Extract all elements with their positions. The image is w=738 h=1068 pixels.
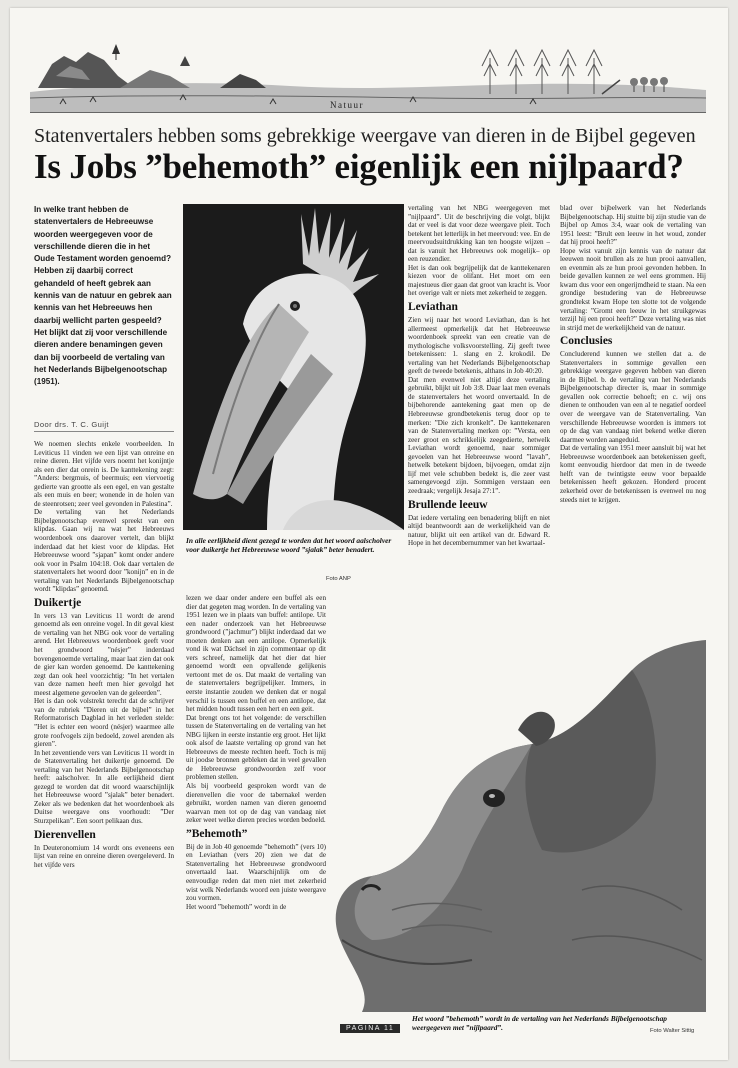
paragraph: Concluderend kunnen we stellen dat a. de Statenvertalers in sommige gevallen een gebrekkige weergave gegeven hebben van dieren in de Bijbel. b. de vertaling van het Nederlands Bijbelgenootschap directer is, maar in sommige gevallen ook correctie behoeft; en c. wij ons dienen te onthouden van een al te negatief oordeel over de weergave van de Statenvertaling. Van verschillende Hebreeuwse woorden is immers tot op de dag van vandaag niet bekend welke dieren daarmee worden aangeduid.: [560, 350, 706, 444]
paragraph: Het woord ”behemoth” wordt in de: [186, 902, 287, 911]
nature-banner-illustration: [30, 36, 706, 112]
paragraph: In Deuteronomium 14 wordt ons eveneens een lijst van reine en onreine dieren overgeleverd. In het vijfde vers: [34, 843, 174, 869]
paragraph: In vers 13 van Leviticus 11 wordt de arend genoemd als een onreine vogel. In dit geval kiest de vertaling van het NBG ook voor de vertaling arend. Het Hebreeuws woordenboek geeft voor het grondwoord ”nésjer” inderdaad bovengenoemde vertaling, maar laat zien dat ook de gier kan worden genoemd. De kanttekening zegt dan ook heel voorzichtig: ”In het vertalen van deze namen heeft men hier gevolgd het meest algemene gevoelen van de geleerden”.: [34, 611, 174, 697]
byline: Door drs. T. C. Guijt: [34, 420, 174, 432]
section-label: Natuur: [330, 100, 364, 110]
subheading: Dierenvellen: [34, 828, 96, 841]
intro-paragraph: In welke trant hebben de statenvertalers de Hebreeuwse woorden weergegeven voor de verschillende dieren die in het Oude Testament worden genoemd? Hebben zij daarbij correct gehandeld of heeft gebrek aan kennis van de natuur en gebrek aan kennis van het Hebreeuws hen daarbij wellicht parten gespeeld? Het blijkt dat zij voor verschillende dieren andere benamingen geven dan bij voorbeeld de vertaling van het Nederlands Bijbelgenootschap (1951).: [34, 205, 172, 387]
hippopotamus-photo: [332, 640, 706, 1012]
newspaper-page: [10, 8, 728, 1060]
paragraph: De vertaling van het Nederlands Bijbelgenootschap evenwel spreekt van een klipdas. Gaan wij na wat het Hebreeuws woordenboek ons daarover vertelt, dan blijkt inderdaad dat het kiest voor de klipdas. Het Hebreeuwse woord ”sjapan” komt onder andere ook voor in Psalm 104:18. Ook daar vertalen de statenvertalers het woord door ”konijn” en in de vertaling van het Nederlands Bijbelgenootschap wordt ”klipdas” genoemd.: [34, 508, 174, 594]
subheading: Leviathan: [408, 301, 458, 314]
page-number-label: PAGINA 11: [340, 1024, 400, 1033]
paragraph: Als bij voorbeeld gesproken wordt van de dierenvellen die voor de tabernakel werden gebruikt, worden namen van dieren genoemd waarvan men tot op de dag van vandaag niet zeker weet welke dieren precies worden bedoeld.: [186, 782, 326, 825]
paragraph: Dat de vertaling van 1951 meer aansluit bij wat het Hebreeuwse woordenboek aan betekenissen geeft, komt eenvoudig hierdoor dat men in de tweede helft van de twintigste eeuw voor bepaalde betekenissen heeft gekozen. Honderd procent zekerheid over de betekenissen is evenwel nu nog steeds niet te krijgen.: [560, 444, 706, 504]
article-column-3: [408, 204, 550, 674]
paragraph: Dat iedere vertaling een benadering blijft en niet altijd beantwoordt aan de werkelijkheid van de natuur, blijkt uit een artikel van dr. Edward R. Hope in het decembernummer van het kwartaal-: [408, 513, 550, 548]
subheading: ”Behemoth”: [186, 827, 248, 840]
subheading: Conclusies: [560, 335, 613, 348]
paragraph: blad over bijbelwerk van het Nederlands Bijbelgenootschap. Hij stuitte bij zijn studie van de Bijbel op Amos 3:4, waar ook de vertaling van 1951 leest: ”Brult een leeuw in het woud, zonder dat hij prooi heeft?”: [560, 204, 706, 247]
paragraph: Dat brengt ons tot het volgende: de verschillen tussen de Statenvertaling en de vertaling van het NBG lijken in eerste instantie erg groot. Het lijkt ook alsof de laatste vertaling op grond van het Hebreeuws de meeste rechten heeft. Toch is mij uit joodse bronnen gebleken dat in veel gevallen de Hebreeuwse grondwoorden zelf voor problemen stellen.: [186, 713, 326, 782]
paragraph: Zien wij naar het woord Leviathan, dan is het allermeest opmerkelijk dat het Hebreeuwse woordenboek spreekt van een creatie van de mythologische volksvoorstelling. Zij geeft twee betekenissen: 1. slang en 2. krokodil. De vertaling van het Nederlands Bijbelgenootschap geeft de tweede betekenis, althans in Job 40:20.: [408, 316, 550, 376]
main-headline: Is Jobs ”behemoth” eigenlijk een nijlpaard?: [34, 147, 684, 186]
kicker-headline: Statenvertalers hebben soms gebrekkige weergave van dieren in de Bijbel gegeven: [34, 125, 696, 147]
article-column-2: [186, 594, 326, 1054]
paragraph: Bij de in Job 40 genoemde ”behemoth” (vers 10) en Leviathan (vers 20) zien we dat de Statenvertaling het Hebreeuwse grondwoord onvertaald laat. Waarschijnlijk om de eenvoudige reden dat men niet met zekerheid wist welk Nederlands woord een juiste weergave zou vormen.: [186, 842, 326, 903]
photo-credit: Foto ANP: [326, 576, 351, 582]
photo-credit: Foto Walter Sittig: [650, 1028, 695, 1034]
top-rule: [30, 112, 706, 113]
paragraph: Hope wist vanuit zijn kennis van de natuur dat leeuwen nooit brullen als ze hun prooi aanvallen, en evenmin als ze hun prooi gevonden hebben. In beide gevallen kunnen ze wel eens grommen. Hij kwam dus voor een ongerijmdheid te staan. Na een grondige bestudering van de Hebreeuwse grondtekst kwam Hope ten slotte tot de volgende vertaling: ”Gromt een leeuw in het struikgewas terzijl hij een prooi heeft?” Deze vertaling was niet in strijd met de werkelijkheid van de natuur.: [560, 246, 706, 332]
photo-caption: Het woord ”behemoth” wordt in de vertaling van het Nederlands Bijbelgenootschap weergegeven met ”nijlpaard”.: [412, 1014, 667, 1032]
paragraph: Het is dan ook volstrekt terecht dat de schrijver van de rubriek ”Dieren uit de bijbel” in het Reformatorisch Dagblad in het verleden stelde: ”Het is echter een woord (nésjer) waarmee alle grote roofvogels zijn bedoeld, zowel arenden als gieren”.: [34, 697, 174, 749]
paragraph: In het zeventiende vers van Leviticus 11 wordt in de Statenvertaling het duikertje genoemd. De vertaling van het Nederlands Bijbelgenootschap heeft: aalscholver. In alle eerlijkheid dient gezegd te worden dat dit woord waarschijnlijk het Hebreeuwse woord ”sjalak” beter benadert. Zeker als we bedenken dat het woordenboek als Duitse weergave ons voorhoudt: ”Der Sturzpelikan”. Een soort pelikaan dus.: [34, 748, 174, 825]
subheading: Brullende leeuw: [408, 498, 488, 511]
photo-caption: In alle eerlijkheid dient gezegd te worden dat het woord aalscholver voor duikertje het Hebreeuwse woord ”sjalak” beter benadert.: [186, 536, 392, 554]
article-column-1: [34, 440, 174, 1052]
subheading: Duikertje: [34, 596, 82, 609]
paragraph: Het is dan ook begrijpelijk dat de kanttekenaren kiezen voor de olifant. Het moet om een majestueus dier gaan dat groot van kracht is. Voor het overige valt er niets met zekerheid te zeggen.: [408, 263, 550, 298]
article-column-4: [560, 204, 706, 624]
paragraph: vertaling van het NBG weergegeven met ”nijlpaard”. Uit de beschrijving die volgt, blijkt dat er veel is dat voor deze weergave pleit. Toch betekent het letterlijk in het meervoud: vee. En de meervoudsuitdrukking kan ten hoogste wijzen –dat is vanuit het Hebreeuws ook mogelijk– op een reuzendier.: [408, 204, 550, 264]
pelican-photo: [183, 204, 404, 530]
paragraph: lezen we daar onder andere een buffel als een dier dat gegeten mag worden. In de vertaling van 1951 lezen we in plaats van buffel: antilope. Uit een nader onderzoek van het Hebreeuwse grondwoord (”jachmur”) blijkt inderdaad dat we moeten denken aan een antilope. Opmerkelijk vond ik wat Dächsel in zijn commentaar op dit vers schreef, namelijk dat het dier dat hier genoemd wordt een opvallende gelijkenis vertoont met de os. Dat maakt de vertaling van de statenvertalers begrijpelijker. Immers, in eerste instantie zouden we denken dat er nogal verschil is tussen een buffel en een antilope, dat het midden houdt tussen een hert en een geit.: [186, 594, 326, 714]
paragraph: We noemen slechts enkele voorbeelden. In Leviticus 11 vinden we een lijst van onreine en reine dieren. Het vijfde vers noemt het konijntje als een dier dat onrein is. De kanttekening zegt: ”Anders: bergmuis, of beermuis; een viervoetig gedierte van grootte als een egel, en van gestalte als een muis en beer; wonende in de holen van de steenrotsen; zeer veel gevonden in Palestina”.: [34, 440, 174, 508]
paragraph: Dat men evenwel niet altijd deze vertaling gebruikt, blijkt uit Job 3:8. Daar laat men evenals de statenvertalers het woord onvertaald. In de bijbehorende aantekening gaat men op de Hebreeuwse grondbetekenis terug door op te merken: ”Die zich kronkelt”. De kanttekenaren van de Statenvertaling merken op: ”Versta, een zeer groot en schrikkelijk zeegedierte, hetwelk Leviathan wordt genoemd, naar sommiger gevoelen van het Hebreeuwse woord ”lavah”, hetwelk betekent bijdoen, bijvoegen, omdat zijn lijf met vele schubben bedekt is, die zeer vast samengevoegd zijn. Sommigen verstaan een zeedraak; vergelijk Jesaja 27:1”.: [408, 375, 550, 495]
